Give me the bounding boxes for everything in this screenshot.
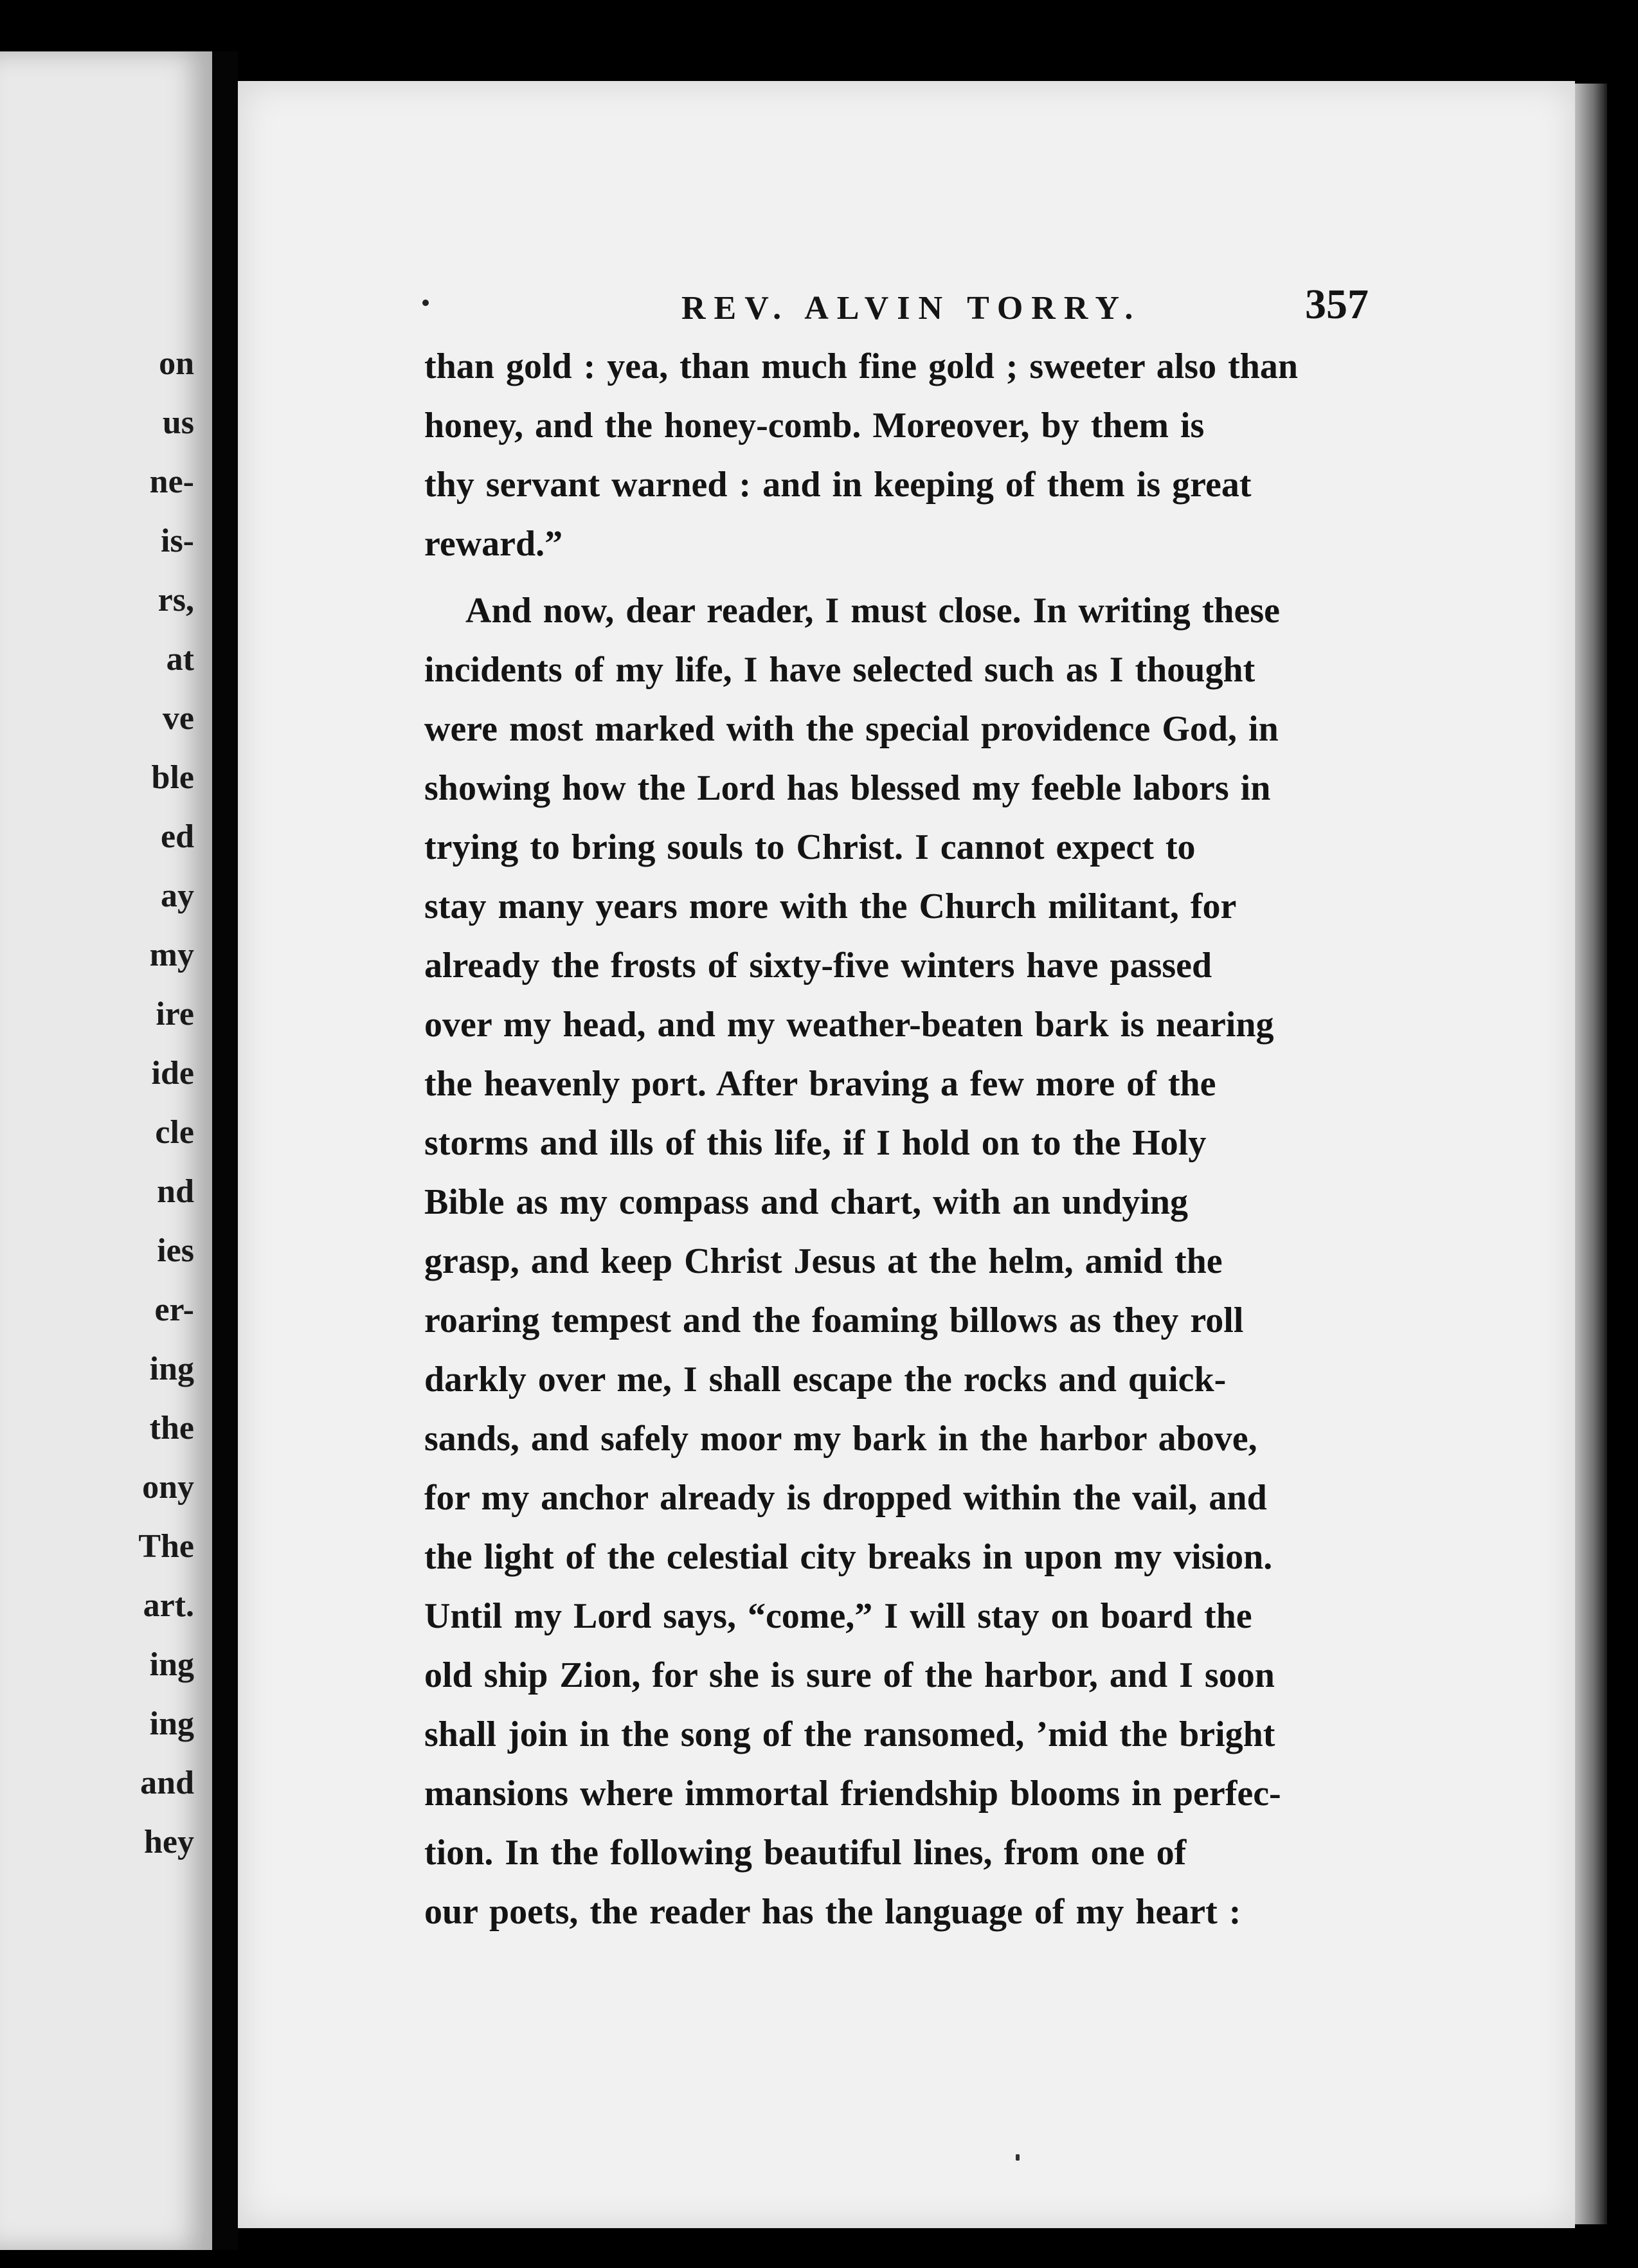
left-fragment: hey — [144, 1824, 194, 1860]
text-line: Until my Lord says, “come,” I will stay on board the — [424, 1596, 1252, 1636]
text-line: tion. In the following beautiful lines, from one of — [424, 1833, 1187, 1873]
text-line: incidents of my life, I have selected such as I thought — [424, 650, 1256, 690]
text-line: shall join in the song of the ransomed, ’mid the bright — [424, 1715, 1275, 1754]
text-line: thy servant warned : and in keeping of them is great — [424, 465, 1252, 505]
left-page-edge — [0, 51, 212, 2250]
text-line: old ship Zion, for she is sure of the harbor, and I soon — [424, 1655, 1275, 1695]
text-line: were most marked with the special providence God, in — [424, 709, 1279, 749]
page-edge-shadow — [1575, 84, 1607, 2224]
book-gutter — [212, 51, 238, 2250]
text-line: already the frosts of sixty-five winters have passed — [424, 946, 1212, 986]
text-line: than gold : yea, than much fine gold ; sweeter also than — [424, 346, 1299, 386]
left-fragment: at — [166, 641, 194, 678]
text-line: mansions where immortal friendship blooms in perfec- — [424, 1774, 1281, 1814]
text-line: our poets, the reader has the language of my heart : — [424, 1892, 1241, 1932]
paragraph-start-line: And now, dear reader, I must close. In writing these — [465, 591, 1281, 631]
text-line: over my head, and my weather-beaten bark is nearing — [424, 1005, 1274, 1045]
text-line: sands, and safely moor my bark in the harbor above, — [424, 1419, 1257, 1459]
text-line: storms and ills of this life, if I hold on to the Holy — [424, 1123, 1207, 1163]
left-fragment: The — [138, 1528, 194, 1565]
text-line: trying to bring souls to Christ. I cannot expect to — [424, 827, 1196, 867]
running-title: REV. ALVIN TORRY. — [681, 290, 1142, 327]
text-line: stay many years more with the Church militant, for — [424, 887, 1237, 926]
left-fragment: and — [140, 1765, 194, 1801]
left-fragment: rs, — [158, 582, 194, 618]
left-fragment: ble — [151, 759, 194, 796]
left-fragment: er- — [154, 1292, 194, 1328]
left-fragment: ide — [151, 1055, 194, 1092]
paper-speck — [1016, 2154, 1020, 2161]
text-line: Bible as my compass and chart, with an undying — [424, 1182, 1189, 1222]
text-line: darkly over me, I shall escape the rocks and quick- — [424, 1360, 1227, 1400]
left-fragment: cle — [155, 1114, 194, 1151]
text-line: for my anchor already is dropped within the vail, and — [424, 1478, 1267, 1518]
left-fragment: ay — [161, 878, 194, 914]
left-fragment: nd — [157, 1173, 194, 1210]
text-line: the heavenly port. After braving a few more of the — [424, 1064, 1216, 1104]
left-fragment: ing — [149, 1706, 194, 1742]
text-line: the light of the celestial city breaks in upon my vision. — [424, 1537, 1273, 1577]
text-line: roaring tempest and the foaming billows as they roll — [424, 1300, 1244, 1340]
printer-mark — [422, 300, 429, 306]
left-fragment: ve — [162, 700, 194, 737]
left-fragment: ire — [156, 996, 194, 1032]
left-fragment: on — [159, 345, 194, 382]
left-fragment: my — [149, 937, 194, 973]
left-fragment: ies — [157, 1232, 194, 1269]
left-fragment: ing — [149, 1351, 194, 1387]
text-line: honey, and the honey-comb. Moreover, by them is — [424, 406, 1205, 446]
left-fragment: the — [149, 1410, 194, 1446]
left-fragment: is- — [161, 523, 194, 559]
left-fragment: art. — [143, 1587, 194, 1624]
left-fragment: ed — [161, 818, 194, 855]
text-line: grasp, and keep Christ Jesus at the helm, amid the — [424, 1241, 1223, 1281]
text-line: reward.” — [424, 524, 563, 564]
text-line: showing how the Lord has blessed my feeble labors in — [424, 768, 1271, 808]
page-number: 357 — [1305, 281, 1369, 328]
left-fragment: ing — [149, 1646, 194, 1683]
left-fragment: ony — [142, 1469, 194, 1506]
book-page — [238, 81, 1575, 2228]
left-fragment: us — [162, 404, 194, 441]
left-fragment: ne- — [149, 464, 194, 500]
running-header — [238, 280, 1575, 338]
